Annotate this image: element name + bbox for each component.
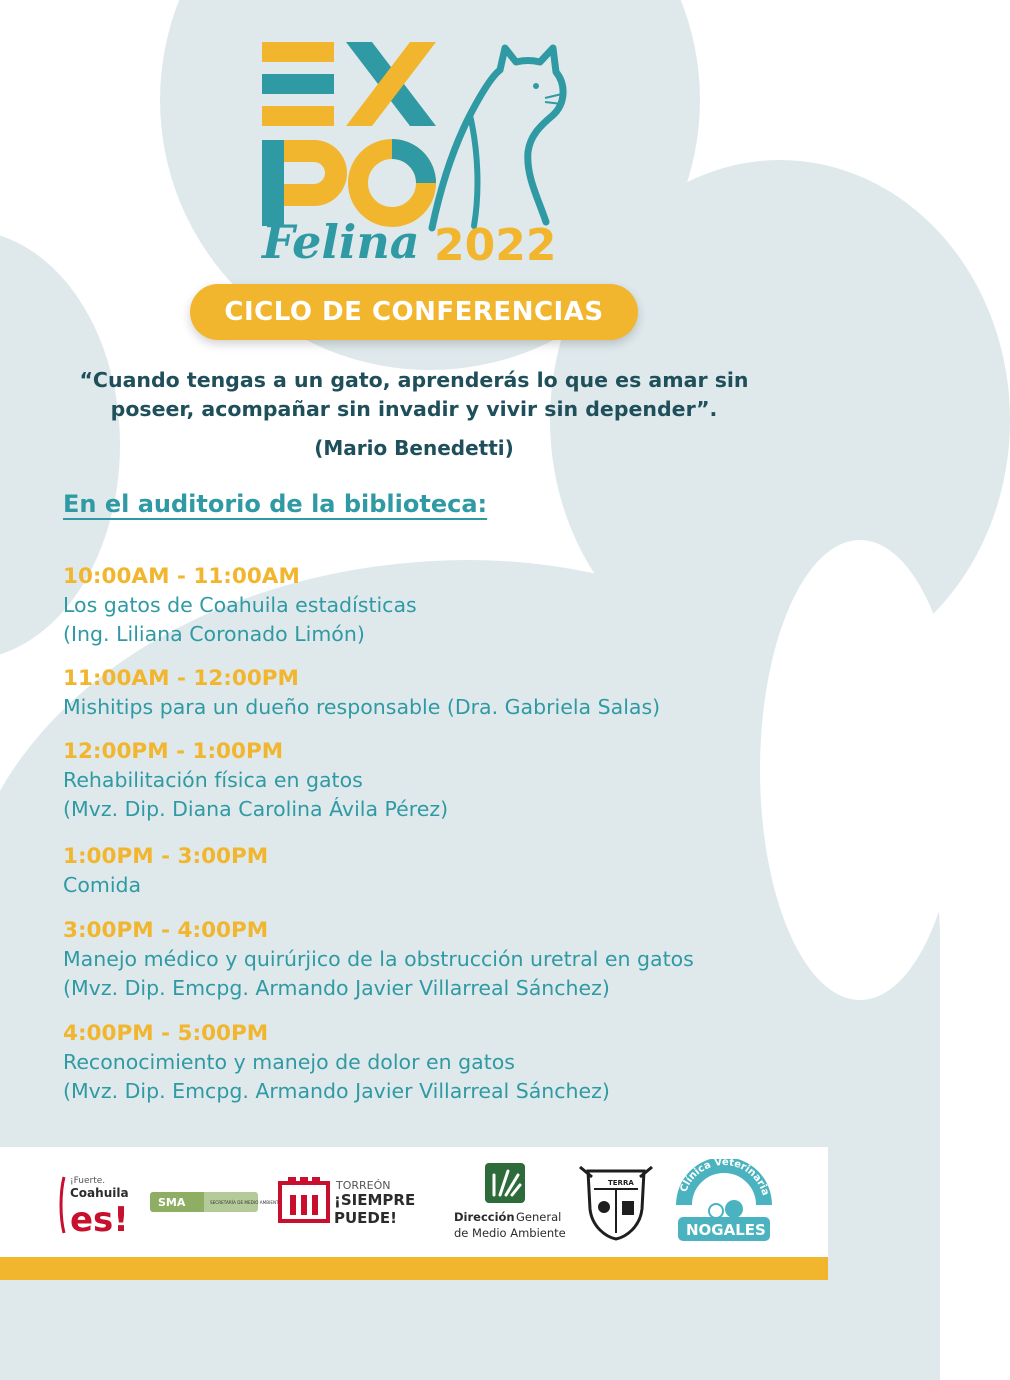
nogales-name: NOGALES [686,1221,766,1239]
schedule-time: 1:00PM - 3:00PM [63,844,269,869]
quote-author: (Mario Benedetti) [314,436,514,460]
quote [40,366,788,424]
footer-accent-bar [0,1257,828,1280]
schedule-time: 11:00AM - 12:00PM [63,666,299,691]
sma-abbr: SMA [158,1196,186,1209]
schedule-topic: Comida [63,873,142,897]
sma-full: SECRETARÍA DE MEDIO AMBIENTE [210,1200,282,1205]
torreon-slogan: PUEDE! [334,1209,397,1227]
conference-banner [190,284,638,340]
dgma-logo [452,1161,566,1241]
dgma-title: Dirección [454,1210,515,1224]
schedule-topic: Manejo médico y quirúrjico de la obstrucción uretral en gatos [63,947,694,971]
quote-line: poseer, acompañar sin invadir y vivir sin depender”. [110,397,718,421]
terra-shield-logo [580,1163,652,1241]
terra-label: TERRA [608,1179,634,1187]
nogales-vet-logo [672,1159,776,1243]
logo-expo-text: EXPO [0,0,3,1]
sma-logo [150,1190,282,1214]
schedule-item [63,917,813,1003]
schedule-item [63,665,813,722]
coahuila-es: es! [70,1200,129,1240]
banner-title: CICLO DE CONFERENCIAS [224,297,604,327]
torreon-slogan: ¡SIEMPRE [334,1191,416,1209]
coahuila-tagline: ¡Fuerte. [70,1176,106,1186]
schedule-item [63,563,813,649]
logo-year-text: 2022 [434,220,557,271]
schedule-speaker: (Mvz. Dip. Diana Carolina Ávila Pérez) [63,797,449,821]
schedule-item [63,843,813,900]
sponsor-footer [0,1147,828,1257]
schedule-item [63,1020,813,1106]
venue-heading: En el auditorio de la biblioteca: [63,490,488,518]
schedule-time: 3:00PM - 4:00PM [63,918,269,943]
schedule-time: 4:00PM - 5:00PM [63,1021,269,1046]
nogales-arc-text: Clínica Veterinaria [678,1159,771,1197]
schedule-topic: Los gatos de Coahuila estadísticas [63,593,417,617]
coahuila-name: Coahuila [70,1186,129,1200]
schedule-speaker: (Mvz. Dip. Emcpg. Armando Javier Villarreal Sánchez) [63,1079,610,1103]
schedule-time: 10:00AM - 11:00AM [63,564,300,589]
schedule-speaker: (Ing. Liliana Coronado Limón) [63,622,365,646]
schedule-topic: Rehabilitación física en gatos [63,768,363,792]
coahuila-logo [60,1173,140,1240]
dgma-title: General [516,1210,562,1224]
dgma-subtitle: de Medio Ambiente [454,1226,566,1240]
quote-line: “Cuando tengas a un gato, aprenderás lo que es amar sin [79,368,749,392]
torreon-logo [278,1173,438,1237]
schedule-topic: Reconocimiento y manejo de dolor en gatos [63,1050,515,1074]
schedule-item [63,738,813,824]
expo-felina-logo [0,0,828,290]
schedule-speaker: (Mvz. Dip. Emcpg. Armando Javier Villarreal Sánchez) [63,976,610,1000]
schedule-topic: Mishitips para un dueño responsable (Dra. Gabriela Salas) [63,695,661,719]
schedule-time: 12:00PM - 1:00PM [63,739,284,764]
logo-felina-text: Felina [262,215,420,269]
torreon-city: TORREÓN [336,1179,391,1192]
